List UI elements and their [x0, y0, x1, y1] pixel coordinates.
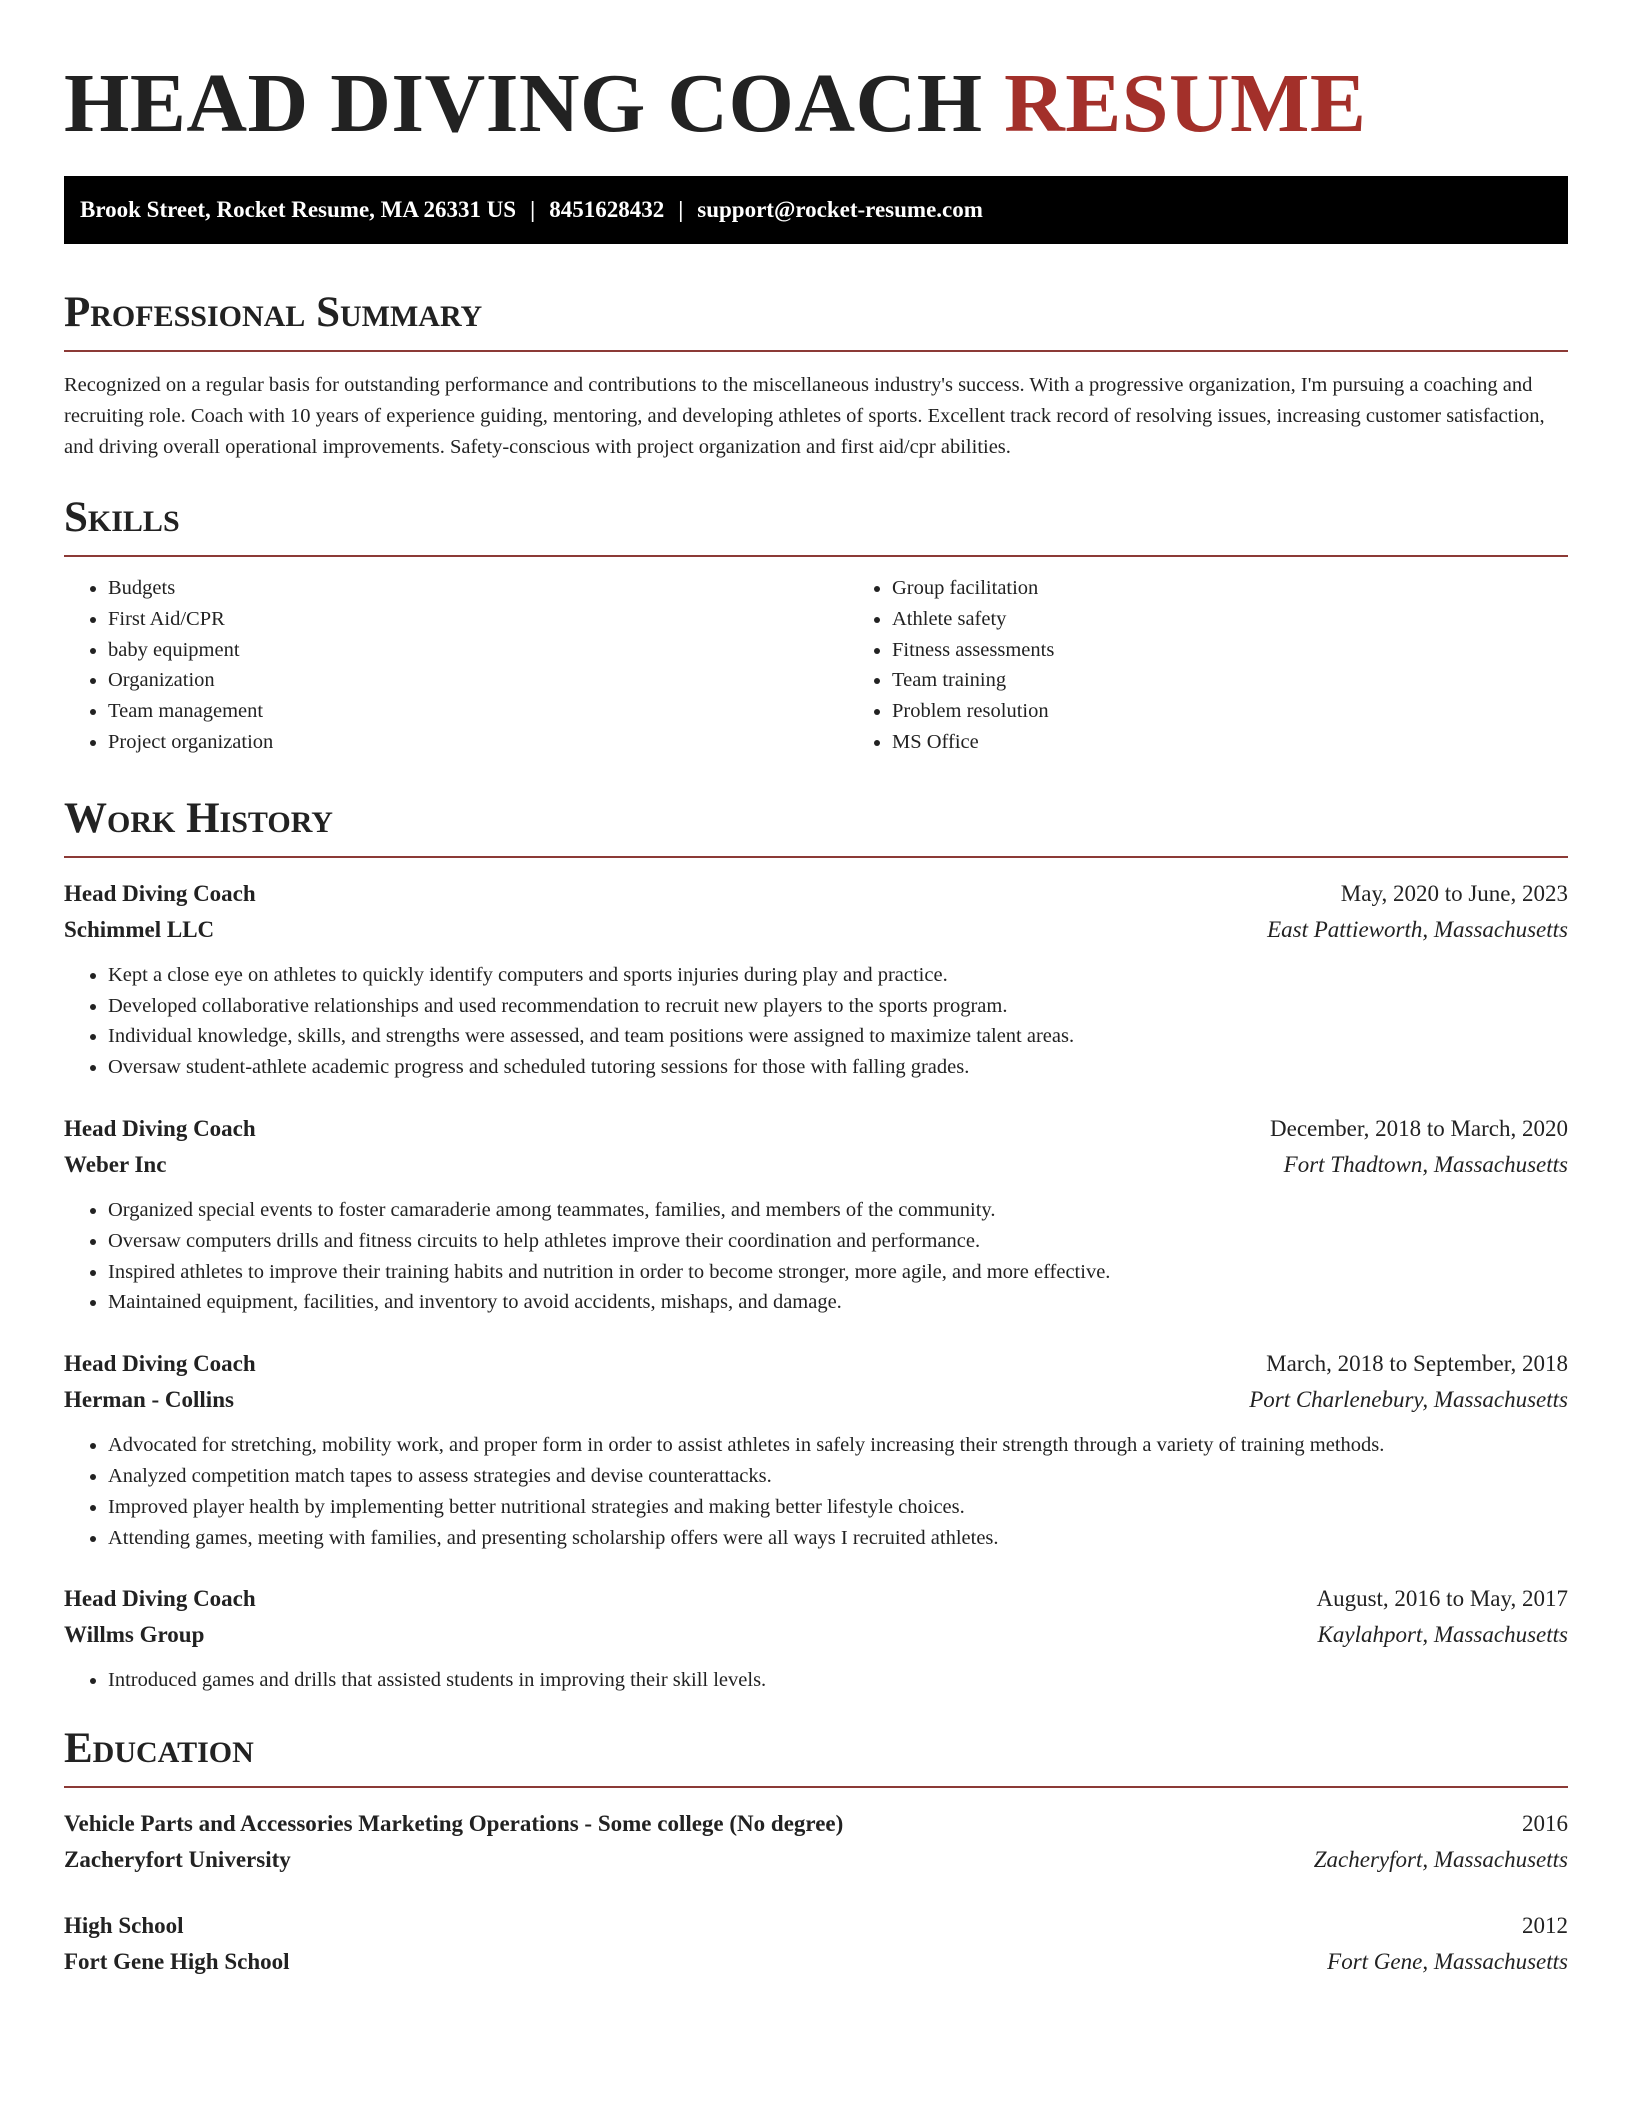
resume-title	[64, 0, 1568, 152]
job-title: Head Diving Coach	[64, 1586, 256, 1612]
education-entry	[64, 1908, 1568, 1980]
job-bullets	[64, 1665, 1568, 1696]
job-bullet: • Oversaw computers drills and fitness circuits to help athletes improve their coordination and performance.	[108, 1226, 1568, 1257]
job-bullet: • Organized special events to foster camaraderie among teammates, families, and members of the community.	[108, 1195, 1568, 1226]
education-heading: Education	[64, 1722, 1568, 1788]
skill-item: • Problem resolution	[892, 696, 1632, 727]
job-company: Weber Inc	[64, 1151, 167, 1177]
job-bullets	[64, 960, 1568, 1083]
job-title: Head Diving Coach	[64, 880, 256, 906]
job-dates: December, 2018 to March, 2020	[1270, 1115, 1568, 1141]
education-entry	[64, 1806, 1568, 1878]
skills-list-left	[64, 573, 848, 758]
education-location: Zacheryfort, Massachusetts	[1313, 1847, 1568, 1873]
job-location: East Pattieworth, Massachusetts	[1267, 916, 1568, 942]
job-bullet: • Oversaw student-athlete academic progress and scheduled tutoring sessions for those with falling grades.	[108, 1052, 1568, 1083]
job-company: Schimmel LLC	[64, 916, 215, 942]
job-bullets	[64, 1430, 1568, 1553]
job-title: Head Diving Coach	[64, 1115, 256, 1141]
job-entry	[64, 1346, 1568, 1553]
skills-heading: Skills	[64, 491, 1568, 557]
job-dates: March, 2018 to September, 2018	[1266, 1351, 1568, 1377]
job-title: Head Diving Coach	[64, 1351, 256, 1377]
job-bullet: • Kept a close eye on athletes to quickly identify computers and sports injuries during play and practice.	[108, 960, 1568, 991]
skills-columns	[64, 573, 1568, 758]
job-location: Fort Thadtown, Massachusetts	[1283, 1151, 1568, 1177]
job-bullet: • Improved player health by implementing better nutritional strategies and making better lifestyle choices.	[108, 1492, 1568, 1523]
job-entry	[64, 876, 1568, 1083]
skill-item: • First Aid/CPR	[108, 604, 848, 635]
skill-item: • Group facilitation	[892, 573, 1632, 604]
education-section	[64, 1722, 1568, 1980]
job-company: Willms Group	[64, 1622, 205, 1648]
contact-separator: |	[678, 197, 684, 222]
education-degree: Vehicle Parts and Accessories Marketing Operations - Some college (No degree)	[64, 1811, 844, 1837]
job-bullet: • Inspired athletes to improve their training habits and nutrition in order to become stronger, more agile, and more effective.	[108, 1257, 1568, 1288]
skills-section	[64, 491, 1568, 758]
job-location: Kaylahport, Massachusetts	[1317, 1622, 1568, 1648]
skill-item: • Budgets	[108, 573, 848, 604]
contact-phone: 8451628432	[549, 197, 665, 222]
education-degree: High School	[64, 1913, 184, 1939]
skill-item: • Team management	[108, 696, 848, 727]
title-main: HEAD DIVING COACH	[64, 57, 983, 150]
skill-item: • Team training	[892, 665, 1632, 696]
education-year: 2016	[1522, 1811, 1568, 1837]
title-accent: RESUME	[1004, 57, 1367, 150]
job-bullet: • Attending games, meeting with families, and presenting scholarship offers were all ways I recruited athletes.	[108, 1523, 1568, 1554]
skill-item: • Fitness assessments	[892, 635, 1632, 666]
education-year: 2012	[1522, 1913, 1568, 1939]
contact-separator: |	[530, 197, 536, 222]
education-location: Fort Gene, Massachusetts	[1327, 1949, 1568, 1975]
job-bullet: • Individual knowledge, skills, and strengths were assessed, and team positions were assigned to maximize talent areas.	[108, 1021, 1568, 1052]
work-history-section	[64, 792, 1568, 1696]
contact-address: Brook Street, Rocket Resume, MA 26331 US	[80, 197, 517, 222]
summary-heading: Professional Summary	[64, 286, 1568, 352]
job-company: Herman - Collins	[64, 1387, 234, 1413]
skill-item: • MS Office	[892, 727, 1632, 758]
skill-item: • Organization	[108, 665, 848, 696]
job-bullet: • Introduced games and drills that assisted students in improving their skill levels.	[108, 1665, 1568, 1696]
skill-item: • baby equipment	[108, 635, 848, 666]
job-entry	[64, 1111, 1568, 1318]
job-dates: August, 2016 to May, 2017	[1316, 1586, 1568, 1612]
job-bullet: • Developed collaborative relationships and used recommendation to recruit new players to the sports program.	[108, 991, 1568, 1022]
job-dates: May, 2020 to June, 2023	[1340, 880, 1568, 906]
summary-text: Recognized on a regular basis for outstanding performance and contributions to the miscellaneous industry's success. With a progressive organization, I'm pursuing a coaching and recruiting role. Coach with 10 years of experience guiding, mentoring, and developing athletes of sports. Excellent track record of resolving issues, increasing customer satisfaction, and driving overall operational improvements. Safety-conscious with project organization and first aid/cpr abilities.	[64, 374, 1545, 458]
job-location: Port Charlenebury, Massachusetts	[1249, 1387, 1568, 1413]
job-bullet: • Maintained equipment, facilities, and inventory to avoid accidents, mishaps, and damage.	[108, 1287, 1568, 1318]
education-school: Fort Gene High School	[64, 1949, 290, 1975]
skills-list-right	[848, 573, 1632, 758]
job-bullet: • Advocated for stretching, mobility work, and proper form in order to assist athletes in safely increasing their strength through a variety of training methods.	[108, 1430, 1568, 1461]
education-school: Zacheryfort University	[64, 1847, 291, 1873]
skill-item: • Project organization	[108, 727, 848, 758]
job-bullet: • Analyzed competition match tapes to assess strategies and devise counterattacks.	[108, 1461, 1568, 1492]
job-bullets	[64, 1195, 1568, 1318]
job-entry	[64, 1581, 1568, 1696]
contact-bar	[64, 176, 1568, 244]
contact-email: support@rocket-resume.com	[697, 197, 983, 222]
skill-item: • Athlete safety	[892, 604, 1632, 635]
summary-section	[64, 286, 1568, 463]
work-history-heading: Work History	[64, 792, 1568, 858]
